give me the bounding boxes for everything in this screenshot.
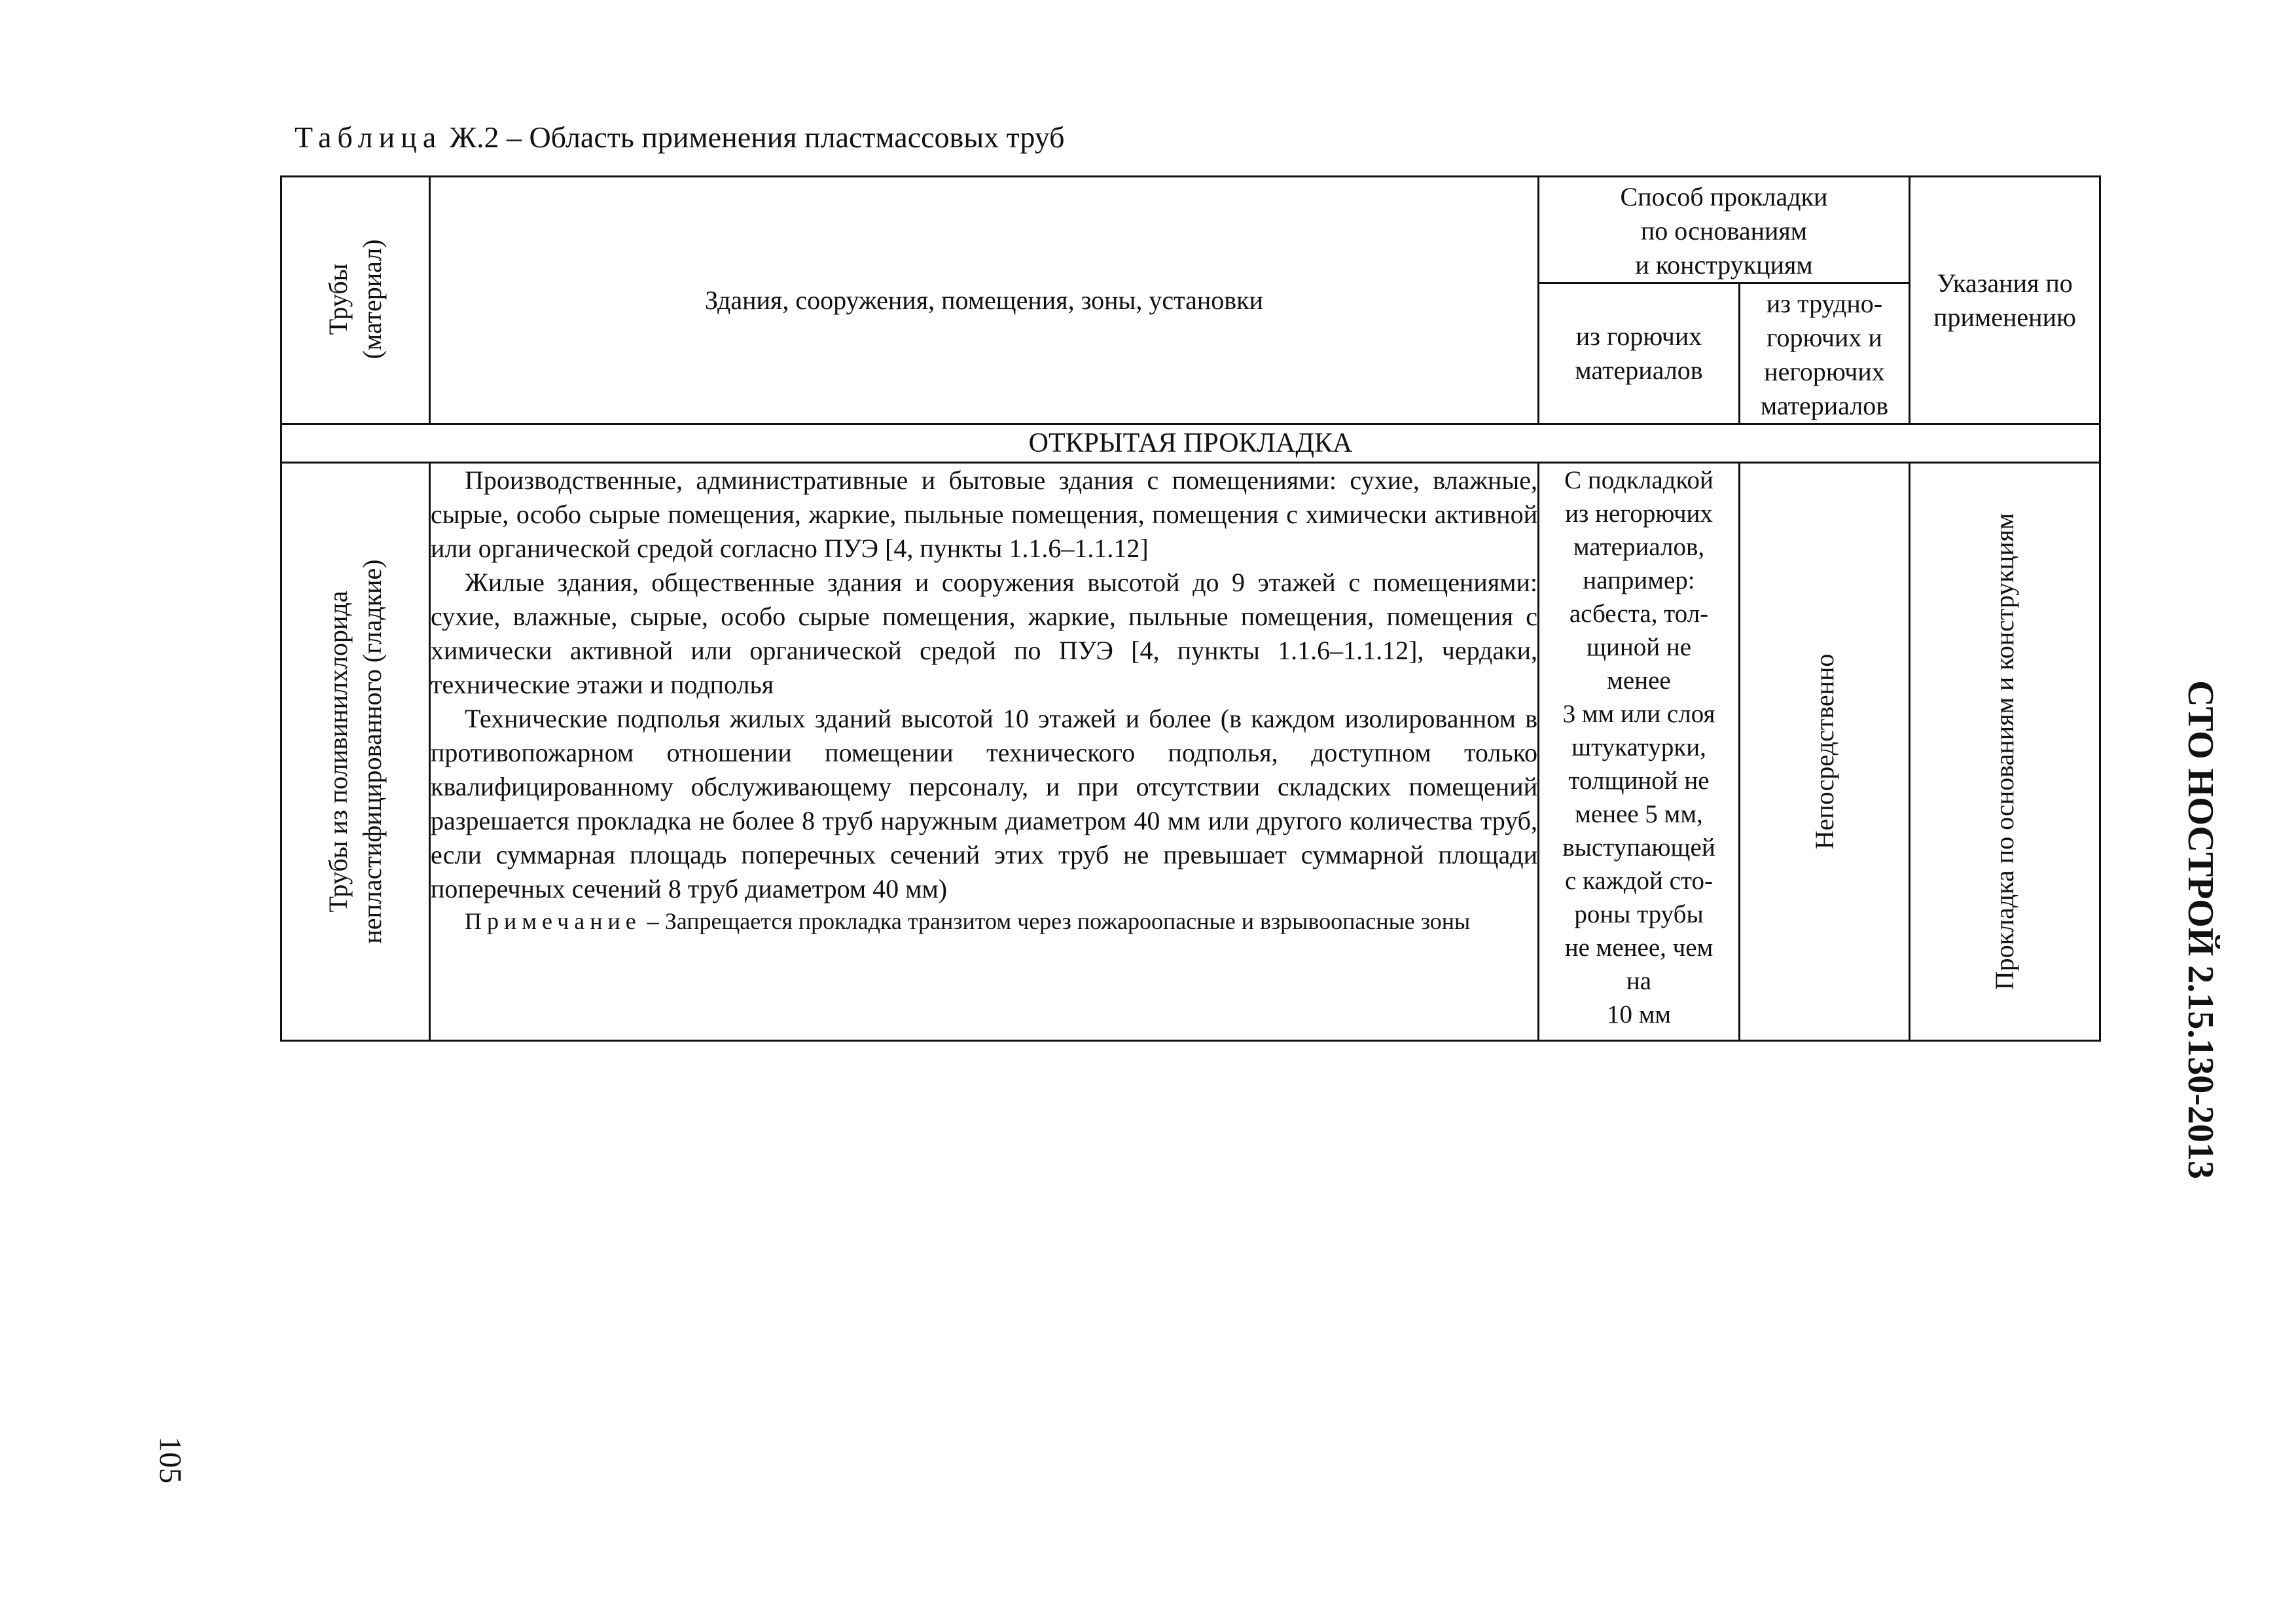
header-method-cell: Способ прокладки по основаниям и конструкциям [1539,177,1910,283]
header-pipes-text: Трубы (материал) [323,239,387,359]
document-code: СТО НОСТРОЙ 2.15.130-2013 [2180,680,2221,1179]
instructions-cell [1910,463,2100,1041]
buildings-description-cell [430,463,1539,1041]
section-open-laying: ОТКРЫТАЯ ПРОКЛАДКА [281,424,2100,463]
instructions-text: Прокладка по основаниям и конструкциям [1990,513,2019,991]
header-buildings-cell [430,177,1539,424]
pipe-material-text: Трубы из поливинилхлорида непластифицированного (гладкие) [323,559,387,944]
note-label: Примечание [465,908,641,934]
caption-text: Ж.2 – Область применения пластмассовых труб [449,120,1065,154]
caption-prefix: Таблица [295,120,442,154]
noncombustible-text: Непосредственно [1809,653,1839,850]
header-buildings: Здания, сооружения, помещения, зоны, установки [704,285,1264,315]
header-combustible-cell: из горючих материалов [1539,283,1740,424]
header-pipes-cell [281,177,430,424]
paragraph-technical-basements: Технические подполья жилых зданий высотой 10 этажей и более (в каждом изолированном в противопожарном отношении помещении технического подполья, доступном только квалифицированному обслуживающему персоналу, и при отсутствии складских помещений разрешается прокладка не более 8 труб наружным диаметром 40 мм или другого количества труб, если суммарная площадь поперечных сечений этих труб не превышает суммарной площади поперечных сечений 8 труб диаметром 40 мм) [431,704,1537,903]
header-instructions-cell: Указания по применению [1910,177,2100,424]
pipe-material-cell [281,463,430,1041]
page-number: 105 [152,1436,188,1484]
header-noncombustible-cell: из трудно- горючих и негорючих материалов [1740,283,1910,424]
table-caption [295,120,1065,155]
pipes-table [280,175,2101,1042]
note-text: – Запрещается прокладка транзитом через пожароопасные и взрывоопасные зоны [641,908,1471,934]
combustible-method-cell: С подкладкой из негорючих материалов, например: асбеста, тол- щиной не менее 3 мм или слоя штукатурки, толщиной не менее 5 мм, выступающей с каждой сто- роны трубы не менее, чем на 10 мм [1539,463,1740,1041]
paragraph-residential: Жилые здания, общественные здания и сооружения высотой до 9 этажей с помещениями: сухие, влажные, сырые, особо сырые помещения, жаркие, пыльные помещения, помещения с химически активной или органической средой по ПУЭ [4, пункты 1.1.6–1.1.12], чердаки, технические этажи и подполья [431,568,1537,699]
noncombustible-method-cell [1740,463,1910,1041]
note [431,906,1537,936]
paragraph-industrial: Производственные, административные и бытовые здания с помещениями: сухие, влажные, сырые, особо сырые помещения, жаркие, пыльные помещения, помещения с химически активной или органической средой согласно ПУЭ [4, пункты 1.1.6–1.1.12] [431,465,1537,563]
